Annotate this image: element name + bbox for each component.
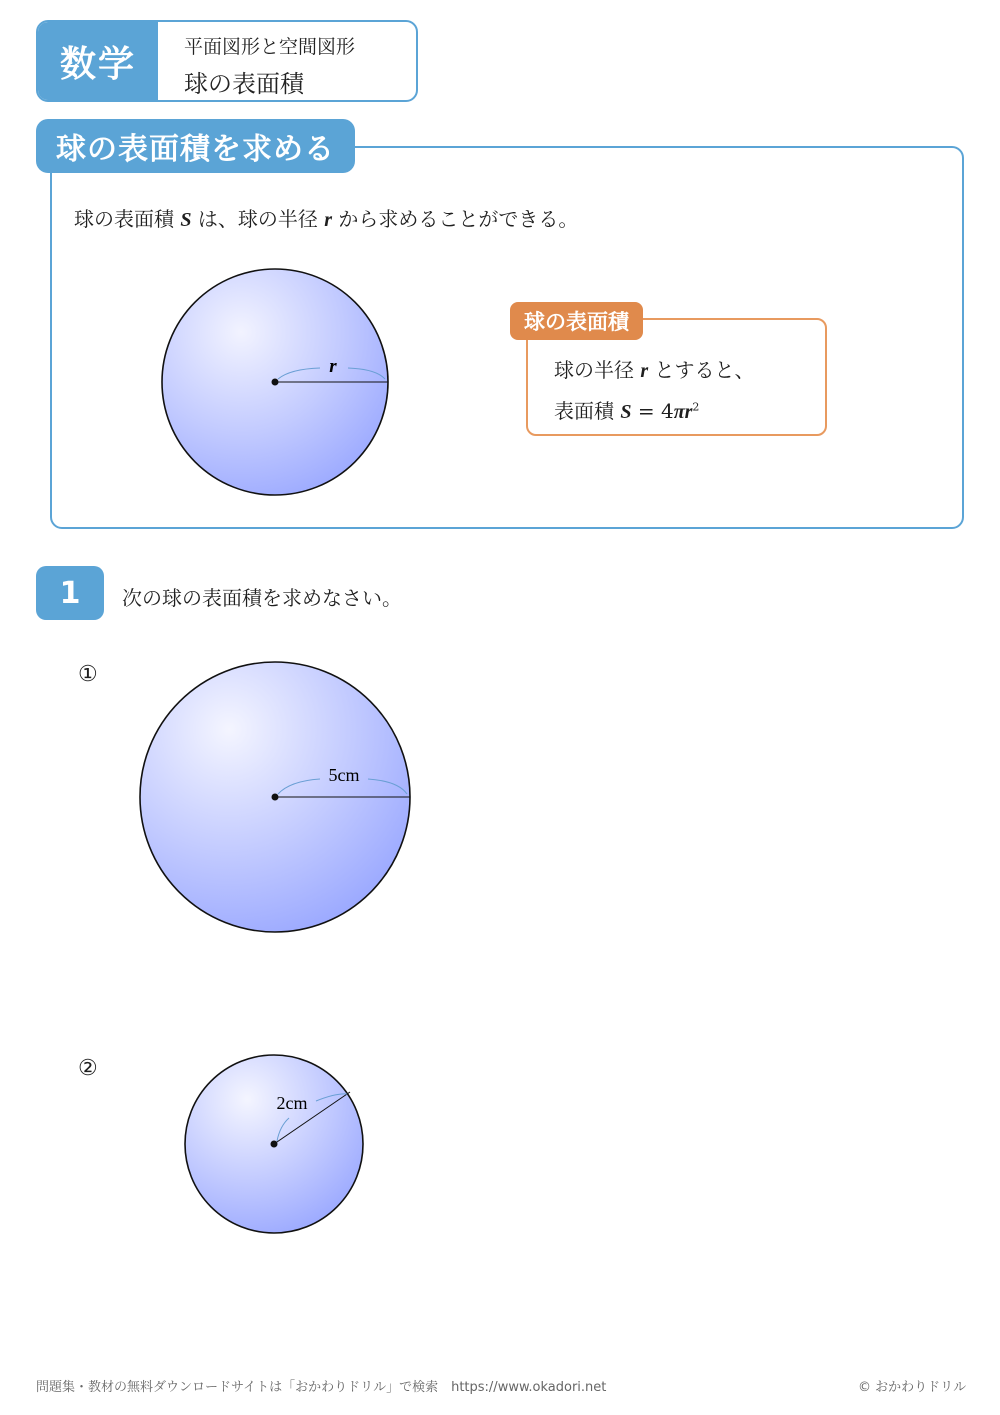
sphere-item-2 (176, 1046, 376, 1246)
section-title: 球の表面積を求める (36, 119, 355, 173)
center-dot (272, 379, 279, 386)
sphere-1-radius-label: 5cm (328, 765, 360, 785)
problem-number-badge: 1 (36, 566, 104, 620)
sphere-1-center-dot (272, 794, 279, 801)
footer-source: 問題集・教材の無料ダウンロードサイトは「おかわりドリル」で検索 https://www.okadori.net (36, 1380, 607, 1395)
sphere-diagram (150, 258, 400, 508)
subject-badge: 数学 (38, 22, 158, 100)
item-1-mark: ① (78, 662, 98, 687)
intro-text: 球の表面積 S は、球の半径 r から求めることができる。 (74, 207, 579, 231)
formula-line2: 表面積 $S = 4\pi r^2$ (554, 399, 700, 423)
footer-copyright: © おかわりドリル (858, 1380, 967, 1395)
sphere-item-1 (130, 653, 420, 943)
sphere-2-center-dot (271, 1141, 278, 1148)
item-2-mark: ② (78, 1056, 98, 1081)
formula-line1: 球の半径 r とすると、 (554, 358, 755, 382)
radius-label: r (329, 356, 337, 377)
formula-label: 球の表面積 (510, 302, 643, 340)
header-category: 平面図形と空間図形 (184, 36, 356, 58)
sphere-2-radius-label: 2cm (276, 1093, 308, 1113)
header-box (36, 20, 418, 102)
header-topic: 球の表面積 (184, 70, 304, 98)
problem-instruction: 次の球の表面積を求めなさい。 (122, 586, 402, 610)
